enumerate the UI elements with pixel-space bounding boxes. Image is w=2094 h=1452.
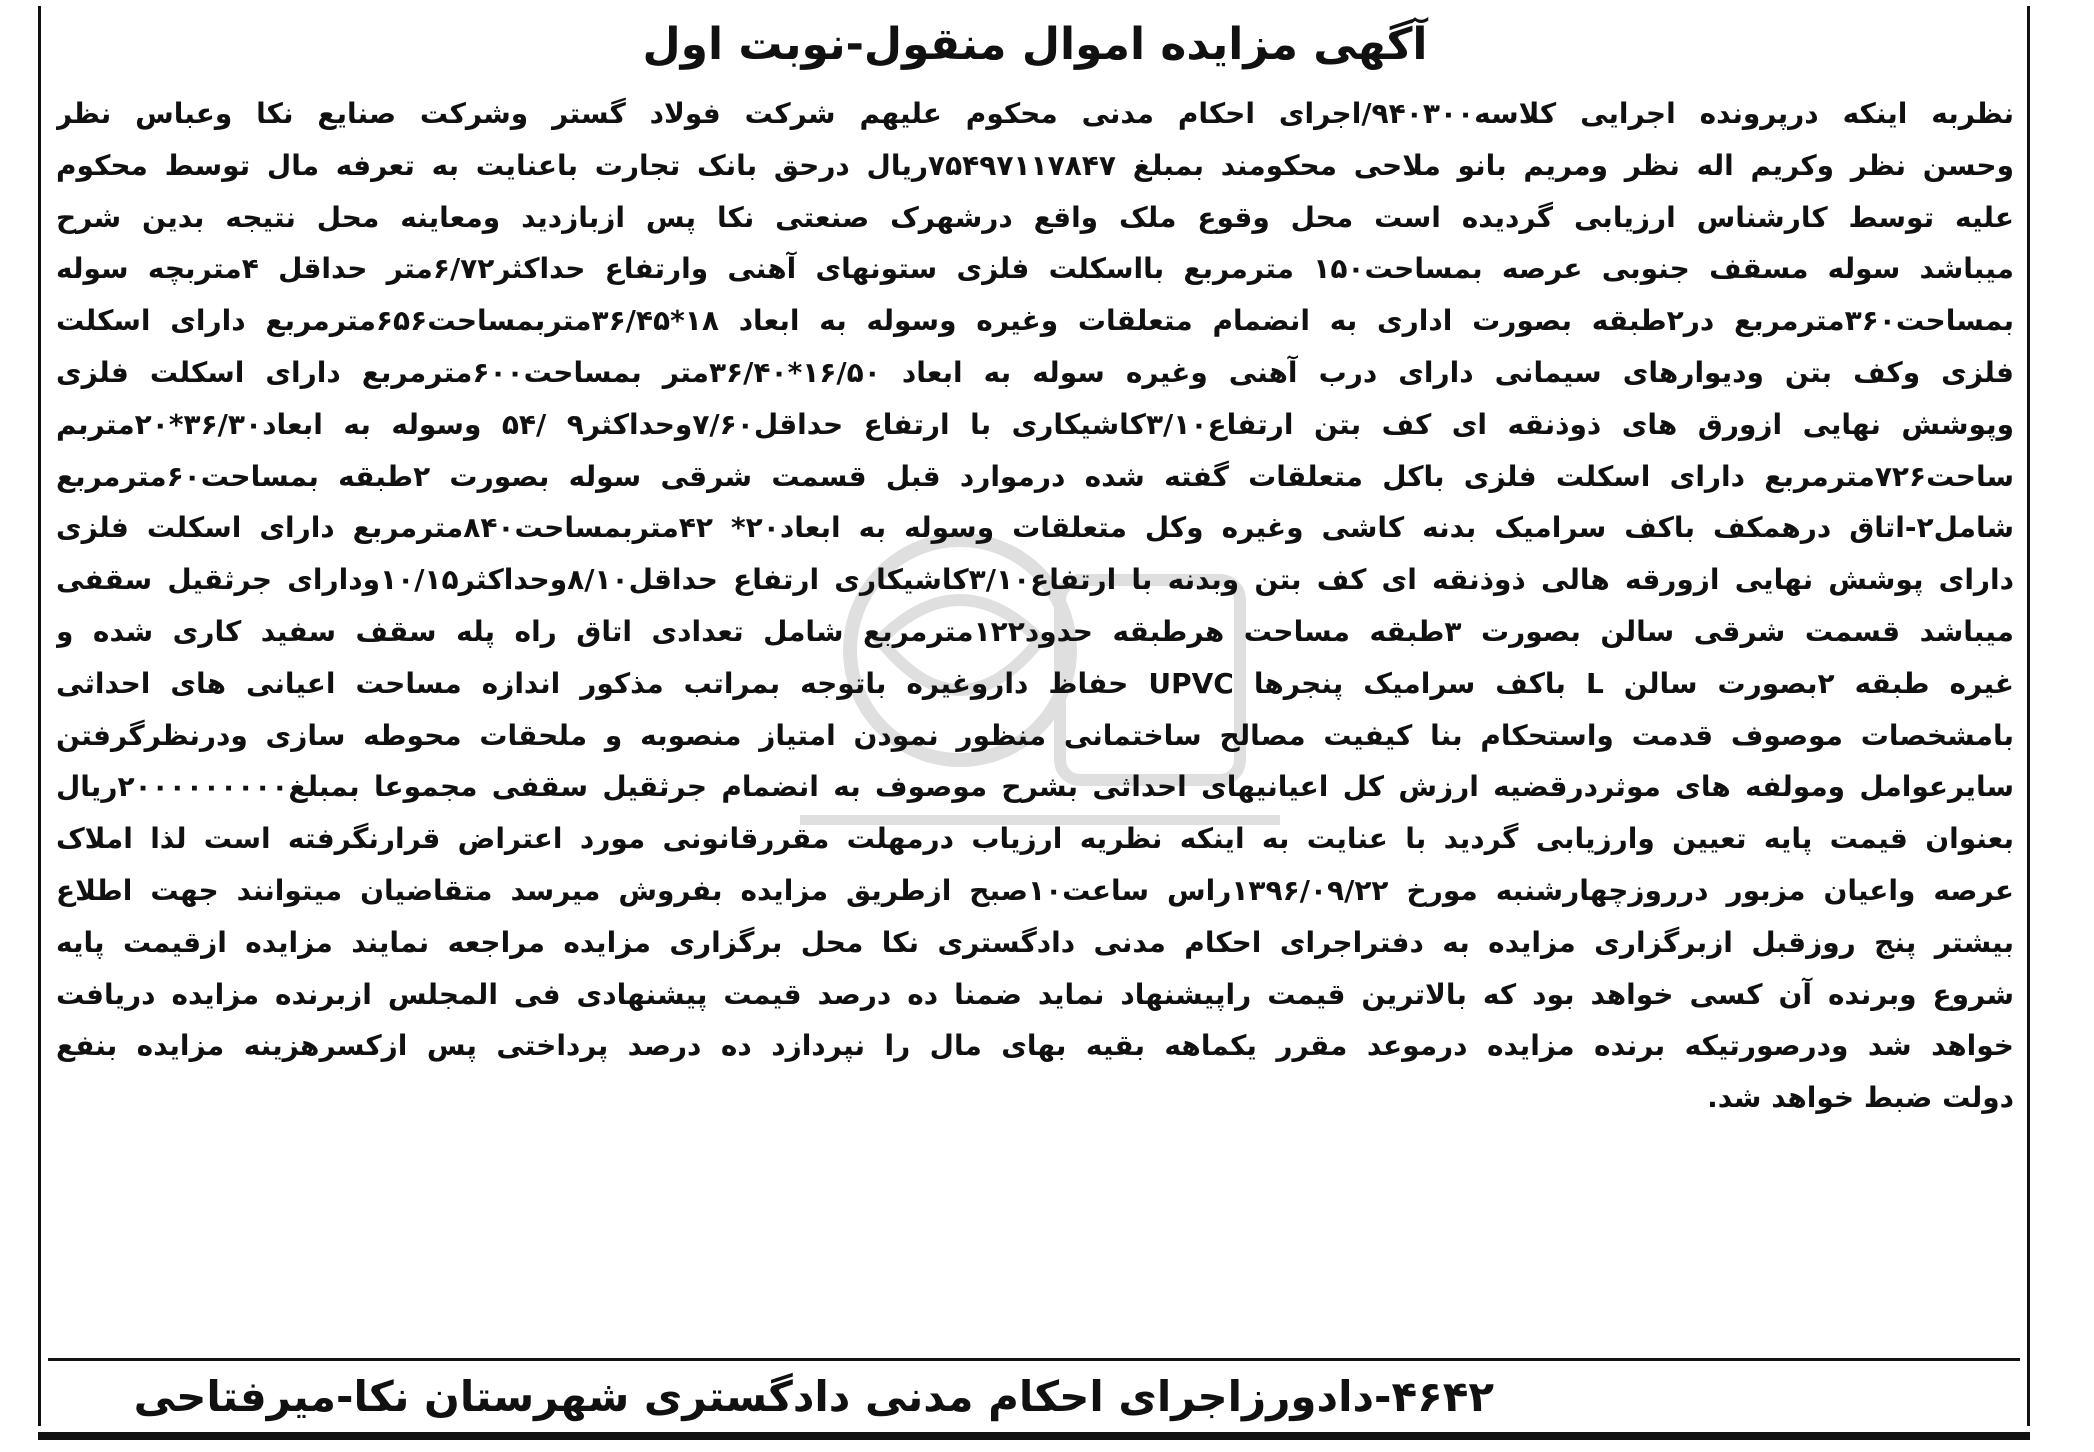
body-line: بیشتر پنج روزقبل ازبرگزاری مزایده به دفتراجرای احکام مدنی دادگستری نکا محل برگزاری مزایده مراجعه نمایند مزایده ازقیمت پایه — [56, 925, 2014, 959]
body-line: شامل۲-اتاق درهمکف باکف سرامیک بدنه کاشی وغیره وکل متعلقات وسوله به ابعاد۲۰* ۴۲متربمساحت۸۴۰مترمربع دارای اسکلت فلزی — [56, 511, 2014, 545]
body-line: شروع وبرنده آن کسی خواهد بود که بالاترین قیمت راپیشنهاد نماید ضمنا ده درصد قیمت پیشنهادی فی المجلس ازبرنده مزایده دریافت — [56, 977, 2014, 1011]
body-line: عرصه واعیان مزبور درروزچهارشنبه مورخ ۱۳۹۶/۰۹/۲۲راس ساعت۱۰صبح ازطریق مزایده بفروش میرسد متقاضیان میتوانند جهت اطلاع — [56, 873, 2014, 907]
body-line: فلزی وکف بتن ودیوارهای سیمانی دارای درب آهنی وغیره سوله به ابعاد ۱۶/۵۰*۳۶/۴۰متر بمساحت۶۰۰مترمربع دارای اسکلت فلزی — [56, 355, 2014, 389]
body-line: بمساحت۳۶۰مترمربع در۲طبقه بصورت اداری به انضمام متعلقات وغیره وسوله به ابعاد ۱۸*۳۶/۴۵متربمساحت۶۵۶مترمربع دارای اسکلت — [56, 304, 2014, 338]
body-line: ساحت۷۲۶مترمربع دارای اسکلت فلزی باکل متعلقات گفته شده درموارد قبل قسمت شرقی سوله بصورت ۲طبقه بمساحت۶۰مترمربع — [56, 459, 2014, 493]
body-line: خواهد شد ودرصورتیکه برنده مزایده درموعد مقرر یکماهه بقیه بهای مال را نپردازد ده درصد پرداختی پس ازکسرهزینه مزایده بنفع — [56, 1029, 2014, 1063]
body-line: علیه توسط کارشناس ارزیابی گردیده است محل وقوع ملک واقع درشهرک صنعتی نکا پس ازبازدید ومعاینه محل نتیجه بدین شرح — [56, 200, 2014, 234]
body-line: وحسن نظر وکریم اله نظر ومریم بانو ملاحی محکومند بمبلغ ۷۵۴۹۷۱۱۷۸۴۷ریال درحق بانک تجارت باعنایت به تعرفه مال توسط محکوم — [56, 148, 2014, 182]
body-line: بعنوان قیمت پایه تعیین وارزیابی گردید با عنایت به اینکه نظریه ارزیاب درمهلت مقررقانونی مورد اعتراض قرارنگرفته است لذا املاک — [56, 822, 2014, 856]
body-line: میباشد سوله مسقف جنوبی عرصه بمساحت۱۵۰ مترمربع بااسکلت فلزی ستونهای آهنی وارتفاع حداکثر۶/۷۲متر حداقل ۴متربچه سوله — [56, 252, 2014, 286]
bottom-rule — [38, 1432, 2030, 1440]
body-line: سایرعوامل ومولفه های موثردرقضیه ارزش کل اعیانیهای احداثی بشرح موصوف به انضمام جرثقیل سقفی مجموعا بمبلغ۲۰۰۰۰۰۰۰۰۰ریال — [56, 770, 2014, 804]
signature-divider — [48, 1358, 2020, 1361]
notice-body — [56, 88, 2014, 1124]
body-line: دارای پوشش نهایی ازورقه هالی ذوذنقه ای کف بتن وبدنه با ارتفاع۳/۱۰کاشیکاری ارتفاع حداقل۸/۱۰وحداکثر۱۰/۱۵ودارای جرثقیل سقفی — [56, 563, 2014, 597]
notice-title: آگهی مزایده اموال منقول-نوبت اول — [642, 19, 1428, 70]
body-line: دولت ضبط خواهد شد. — [1707, 1081, 2014, 1115]
issuer-signature: ۴۶۴۲-دادورزاجرای احکام مدنی دادگستری شهرستان نکا-میرفتاحی — [133, 1372, 1494, 1421]
body-line: غیره طبقه ۲بصورت سالن L باکف سرامیک پنجرها UPVC حفاظ داروغیره باتوجه بمراتب مذکور اندازه مساحت اعیانی های احداثی — [56, 666, 2014, 700]
body-line: وپوشش نهایی ازورق های ذوذنقه ای کف بتن ارتفاع۳/۱۰کاشیکاری با ارتفاع حداقل۷/۶۰وحداکثر۹ /۵۴ وسوله به ابعاد۳۶/۳۰*۲۰متربم — [56, 407, 2014, 441]
body-line: بامشخصات موصوف قدمت واستحکام بنا کیفیت مصالح ساختمانی منظور نمودن امتیاز منصوبه و ملحقات محوطه سازی ودرنظرگرفتن — [56, 718, 2014, 752]
body-line: میباشد قسمت شرقی سالن بصورت ۳طبقه مساحت هرطبقه حدود۱۲۲مترمربع شامل تعدادی اتاق راه پله سقف سفید کاری شده و — [56, 614, 2014, 648]
body-line: نظربه اینکه درپرونده اجرایی کلاسه۹۴۰۳۰۰/اجرای احکام مدنی محکوم علیهم شرکت فولاد گستر وشرکت صنایع نکا وعباس نظر — [56, 97, 2014, 130]
